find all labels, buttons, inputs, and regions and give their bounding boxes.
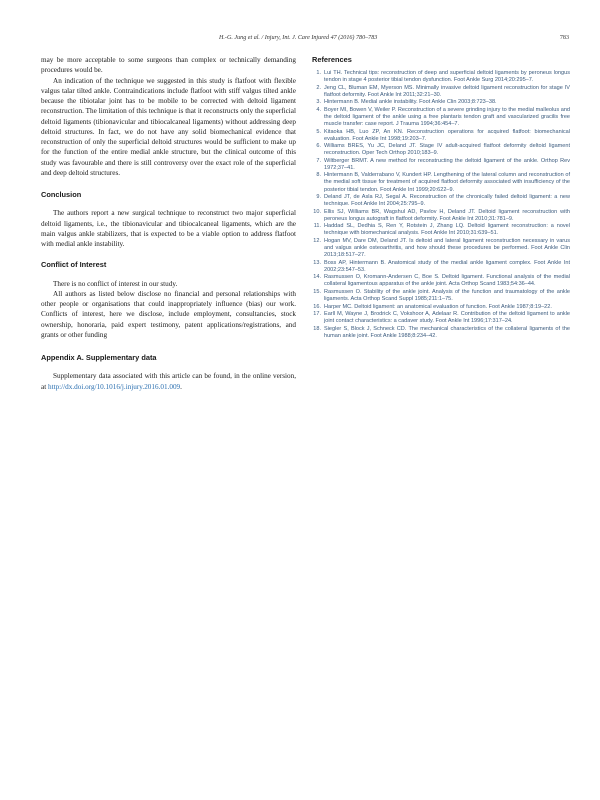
reference-text: Hintermann B, Valderrabano V, Kundert HP. Lengthening of the lateral column and reconstruction of the medial soft tissue for treatment of acquired flatfoot deformity associated with insufficiency of the posterior tibial tendon. Foot Ankle Int 1999;20:622–9. — [324, 172, 570, 193]
reference-item[interactable] — [312, 158, 570, 172]
reference-item[interactable] — [312, 289, 570, 303]
reference-text: Rasmussen O. Stability of the ankle joint. Analysis of the function and traumatology of the ankle ligaments. Acta Orthop Scand Suppl 1985;211:1–75. — [324, 288, 570, 303]
reference-text: Hintermann B. Medial ankle instability. Foot Ankle Clin 2003;8:723–38. — [324, 99, 497, 106]
body-paragraph: An indication of the technique we suggested in this study is flatfoot with flexible valgus talar tilted ankle. Contraindications include flatfoot with stiff valgus tilted ankle because the tibiotalar joint has to be mobile to be corrected with deltoid ligament reconstruction. The limitation of this technique is that it reconstructs only the superficial deltoid ligaments (tibionavicular and tibiocalcaneal ligaments) without addressing deep deltoid structures. In fact, we do not have any solid biomechanical evidence that reconstruction of only the superficial deltoid structures would be sufficient to make up for the function of the entire medial ankle structure, but the clinical outcome of this study was favourable and there is still controversy over the exact role of the superficial and deep deltoid structures. — [41, 76, 296, 177]
reference-text: Williams BRES, Yu JC, Deland JT. Stage IV adult-acquired flatfoot deformity deltoid ligament reconstruction. Oper Tech Orthop 2010;183–9. — [324, 143, 570, 157]
reference-item[interactable] — [312, 107, 570, 128]
reference-item[interactable] — [312, 238, 570, 259]
reference-text: Rasmussen O, Kromann-Andersen C, Boe S. Deltoid ligament. Functional analysis of the medial collateral ligamentous apparatus of the ankle joint. Acta Orthop Scand 1983;54:36–44. — [324, 274, 570, 288]
running-head: H.-G. Jung et al. / Injury, Int. J. Care Injured 47 (2016) 780–783 — [219, 35, 378, 41]
reference-number: 5. — [316, 128, 321, 135]
appendix-text — [41, 371, 296, 392]
page-number: 783 — [559, 35, 569, 41]
section-heading-appendix: Appendix A. Supplementary data — [41, 353, 157, 362]
references-heading: References — [312, 55, 352, 64]
reference-list — [312, 70, 570, 340]
reference-item[interactable] — [312, 260, 570, 274]
reference-text: Boss AP, Hintermann B. Anatomical study of the medial ankle ligament complex. Foot Ankle Int 2002;23:547–53. — [324, 259, 570, 273]
reference-text: Jeng CL, Bluman EM, Myerson MS. Minimally invasive deltoid ligament reconstruction for stage IV flatfoot deformity. Foot Ankle Int 2011;32:21–30. — [324, 84, 570, 98]
reference-item[interactable] — [312, 209, 570, 223]
reference-item[interactable] — [312, 194, 570, 208]
reference-number: 8. — [316, 172, 321, 179]
reference-text: Siegler S, Block J, Schneck CD. The mechanical characteristics of the collateral ligaments of the human ankle joint. Foot Ankle 1988;8:234–42. — [324, 325, 570, 339]
conflict-disclosure: All authors as listed below disclose no financial and personal relationships with other people or organisations that could inappropriately influence (bias) our work. Conflicts of interest, here we disclose, include employment, consultancies, stock ownership, honoraria, paid expert testimony, patent applications/registrations, and grants or other funding — [41, 289, 296, 339]
doi-link[interactable]: http://dx.doi.org/10.1016/j.injury.2016.01.009 — [47, 382, 181, 391]
reference-number: 15. — [313, 288, 321, 295]
conflict-text: There is no conflict of interest in our study. — [53, 279, 178, 288]
reference-item[interactable] — [312, 70, 570, 84]
body-paragraph: may be more acceptable to some surgeons than complex or technically demanding procedures would be. — [41, 56, 296, 75]
reference-text: Ellis SJ, Williams BR, Wagshul AD, Pavlov H, Deland JT. Deltoid ligament reconstruction with peroneus longus autograft in flatfoot deformity. Foot Ankle Int 2010;31:781–9. — [324, 208, 570, 222]
reference-number: 9. — [316, 194, 321, 201]
conclusion-text: The authors report a new surgical technique to reconstruct two major superficial deltoid ligaments, i.e., the tibionavicular and tibiocalcaneal ligaments, which are the main valgus ankle stabilizers, that is expected to be a viable option to address flatfoot with medial ankle instability. — [41, 209, 296, 248]
references-column — [312, 55, 570, 340]
reference-number: 4. — [316, 106, 321, 113]
reference-item[interactable] — [312, 129, 570, 143]
section-heading-conflict: Conflict of Interest — [41, 260, 107, 270]
reference-item[interactable] — [312, 99, 570, 106]
reference-text: Wiltberger BRMT. A new method for reconstructing the deltoid ligament of the ankle. Orthop Rev 1972;37–41. — [324, 157, 570, 171]
reference-number: 13. — [313, 259, 321, 266]
reference-number: 7. — [316, 157, 321, 164]
left-column — [41, 55, 296, 392]
reference-number: 6. — [316, 143, 321, 150]
reference-item[interactable] — [312, 326, 570, 340]
reference-text: Lui TH. Technical tips: reconstruction of deep and superficial deltoid ligaments by peroneus longus tendon in stage 4 posterior tibial tendon dysfunction. Foot Ankle Surg 2014;20:295–7. — [324, 70, 570, 84]
reference-number: 1. — [316, 70, 321, 76]
reference-number: 16. — [313, 303, 321, 310]
appendix-intro: Supplementary data associated with this article can be found, in the online version, at — [41, 372, 296, 391]
reference-number: 12. — [313, 237, 321, 244]
reference-item[interactable] — [312, 304, 570, 311]
reference-number: 2. — [316, 84, 321, 91]
reference-item[interactable] — [312, 143, 570, 157]
reference-item[interactable] — [312, 223, 570, 237]
reference-item[interactable] — [312, 85, 570, 99]
reference-item[interactable] — [312, 172, 570, 193]
reference-number: 11. — [313, 223, 321, 230]
reference-text: Haddad SL, Dedhia S, Ren Y, Rotstein J, Zhang LQ. Deltoid ligament reconstruction: a novel technique with biomechanical analysis. Foot Ankle Int 2010;31:639–51. — [324, 223, 570, 237]
reference-number: 18. — [313, 325, 321, 332]
reference-item[interactable] — [312, 311, 570, 325]
page-header — [41, 35, 569, 45]
appendix-end: . — [180, 382, 182, 391]
reference-number: 3. — [316, 99, 321, 106]
reference-text: Deland JT, de Asla RJ, Segal A. Reconstruction of the chronically failed deltoid ligament: a new technique. Foot Ankle Int 2004;25:795–9. — [324, 194, 570, 208]
reference-number: 17. — [313, 311, 321, 318]
reference-text: Boyer MI, Bowen V, Weiler P. Reconstruction of a severe grinding injury to the medial malleolus and the deltoid ligament of the ankle using a free plantaris tendon graft and vascularized gracilis free muscle transfer: case report. J Trauma 1994;36:454–7. — [324, 106, 570, 127]
reference-text: Harper MC. Deltoid ligament: an anatomical evaluation of function. Foot Ankle 1987;8:19–22. — [324, 303, 552, 310]
reference-number: 14. — [313, 274, 321, 281]
reference-text: Hogan MV, Dare DM, Deland JT. Is deltoid and lateral ligament reconstruction necessary in varus and valgus ankle osteoarthritis, and how should these procedures be performed. Foot Ankle Clin 2013;18:517–27. — [324, 237, 570, 259]
reference-item[interactable] — [312, 274, 570, 288]
reference-text: Kitaoka HB, Luo ZP, An KN. Reconstruction operations for acquired flatfoot: biomechanical evaluation. Foot Ankle Int 1998;19:203–7. — [324, 128, 570, 142]
section-heading-conclusion: Conclusion — [41, 190, 82, 199]
reference-number: 10. — [313, 208, 321, 215]
reference-text: Earll M, Wayne J, Brodrick C, Vokshoor A, Adelaar R. Contribution of the deltoid ligament to ankle joint contact characteristics: a cadaver study. Foot Ankle Int 1996;17:317–24. — [324, 311, 570, 325]
